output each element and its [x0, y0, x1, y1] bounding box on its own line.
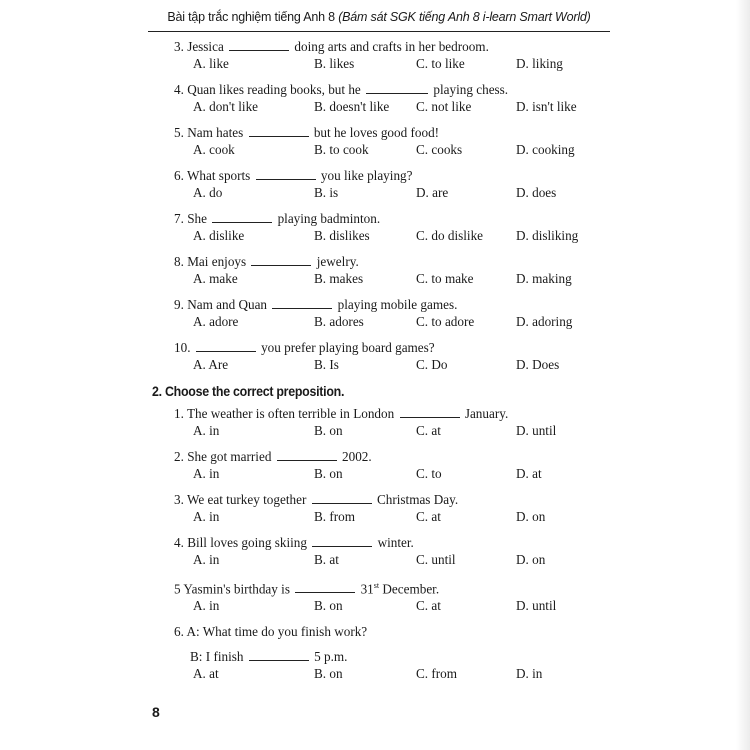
question-text: 4. Bill loves going skiing winter. — [174, 535, 414, 550]
option-d[interactable]: D. does — [516, 185, 557, 200]
option-b[interactable]: B. on — [314, 666, 343, 682]
option-b[interactable]: B. is — [314, 185, 339, 200]
option-a[interactable]: A. like — [193, 56, 229, 71]
answer-blank[interactable] — [366, 82, 428, 94]
options-row — [174, 551, 614, 569]
option-c[interactable]: C. cooks — [416, 142, 463, 157]
answer-blank[interactable] — [249, 649, 309, 661]
answer-blank[interactable] — [196, 340, 256, 352]
question-text: 9. Nam and Quan playing mobile games. — [174, 297, 458, 312]
answer-blank[interactable] — [295, 581, 355, 593]
option-b[interactable]: B. on — [314, 466, 343, 481]
header-title: Bài tập trắc nghiệm tiếng Anh 8 — [167, 10, 339, 24]
answer-blank[interactable] — [249, 125, 309, 137]
option-d[interactable]: D. Does — [516, 357, 560, 372]
option-c[interactable]: C. at — [416, 509, 441, 524]
options-row — [174, 597, 614, 615]
page-header — [148, 10, 610, 24]
option-d[interactable]: D. cooking — [516, 142, 575, 157]
option-c[interactable]: C. Do — [416, 357, 448, 372]
page-edge-shadow — [736, 0, 750, 750]
question-text: 7. She playing badminton. — [174, 211, 381, 226]
options-row — [174, 422, 614, 440]
answer-blank[interactable] — [272, 297, 332, 309]
option-c[interactable]: C. do dislike — [416, 228, 484, 243]
option-a[interactable]: A. Are — [193, 357, 229, 372]
option-c[interactable]: C. from — [416, 666, 458, 682]
answer-blank[interactable] — [229, 39, 289, 51]
question-text: 3. Jessica doing arts and crafts in her bedroom. — [174, 39, 489, 54]
answer-blank[interactable] — [277, 449, 337, 461]
option-d[interactable]: D. until — [516, 598, 557, 614]
question-text: 2. She got married 2002. — [174, 449, 372, 464]
option-b[interactable]: B. to cook — [314, 142, 369, 157]
option-b[interactable]: B. likes — [314, 56, 355, 71]
option-b[interactable]: B. adores — [314, 314, 364, 329]
question-text: 4. Quan likes reading books, but he playing chess. — [174, 82, 509, 97]
exercise-2 — [174, 405, 614, 683]
options-row — [174, 227, 614, 245]
option-d[interactable]: D. at — [516, 466, 542, 481]
option-a[interactable]: A. cook — [193, 142, 235, 157]
option-a[interactable]: A. do — [193, 185, 223, 200]
option-c[interactable]: C. to adore — [416, 314, 475, 329]
options-row — [174, 98, 614, 116]
option-d[interactable]: D. in — [516, 666, 543, 682]
option-d[interactable]: D. adoring — [516, 314, 573, 329]
option-d[interactable]: D. disliking — [516, 228, 579, 243]
option-b[interactable]: B. from — [314, 509, 356, 524]
options-row — [174, 665, 614, 683]
option-b[interactable]: B. at — [314, 552, 339, 567]
option-b[interactable]: B. doesn't like — [314, 99, 390, 114]
options-row — [174, 184, 614, 202]
option-c[interactable]: D. are — [416, 185, 449, 200]
option-b[interactable]: B. on — [314, 423, 343, 438]
option-d[interactable]: D. liking — [516, 56, 563, 71]
page-number: 8 — [152, 704, 160, 720]
option-a[interactable]: A. in — [193, 423, 220, 438]
question-text: 6. What sports you like playing? — [174, 168, 413, 183]
option-d[interactable]: D. on — [516, 509, 546, 524]
question-text: 1. The weather is often terrible in London January. — [174, 406, 509, 421]
option-c[interactable]: C. to — [416, 466, 442, 481]
option-c[interactable]: C. not like — [416, 99, 472, 114]
options-row — [174, 508, 614, 526]
question-text: 8. Mai enjoys jewelry. — [174, 254, 359, 269]
options-row — [174, 313, 614, 331]
option-a[interactable]: A. in — [193, 598, 220, 614]
header-subtitle: (Bám sát SGK tiếng Anh 8 i-learn Smart World) — [338, 10, 591, 24]
option-a[interactable]: A. don't like — [193, 99, 259, 114]
answer-blank[interactable] — [212, 211, 272, 223]
exercise-1 — [174, 38, 614, 374]
question-text: 5. Nam hates but he loves good food! — [174, 125, 440, 140]
option-c[interactable]: C. until — [416, 552, 456, 567]
option-b[interactable]: B. on — [314, 598, 343, 614]
answer-blank[interactable] — [256, 168, 316, 180]
options-row — [174, 55, 614, 73]
option-b[interactable]: B. dislikes — [314, 228, 370, 243]
option-a[interactable]: A. dislike — [193, 228, 245, 243]
option-c[interactable]: C. to make — [416, 271, 474, 286]
header-rule — [148, 31, 610, 32]
question-text: 10. you prefer playing board games? — [174, 340, 435, 355]
question-text: 3. We eat turkey together Christmas Day. — [174, 492, 459, 507]
option-d[interactable]: D. until — [516, 423, 557, 438]
answer-blank[interactable] — [312, 492, 372, 504]
option-a[interactable]: A. make — [193, 271, 238, 286]
option-c[interactable]: C. at — [416, 598, 441, 614]
section-title: 2. Choose the correct preposition. — [152, 384, 345, 399]
options-row — [174, 465, 614, 483]
question-text: 5 Yasmin's birthday is 31st December. — [174, 581, 440, 597]
option-d[interactable]: D. making — [516, 271, 572, 286]
option-c[interactable]: C. at — [416, 423, 441, 438]
option-a[interactable]: A. adore — [193, 314, 239, 329]
answer-blank[interactable] — [251, 254, 311, 266]
question-text: B: I finish 5 p.m. — [190, 649, 348, 665]
option-b[interactable]: B. makes — [314, 271, 364, 286]
option-a[interactable]: A. at — [193, 666, 219, 682]
option-a[interactable]: A. in — [193, 509, 220, 524]
option-d[interactable]: D. isn't like — [516, 99, 577, 114]
options-row — [174, 356, 614, 374]
answer-blank[interactable] — [312, 535, 372, 547]
options-row — [174, 270, 614, 288]
question-text: 6. A: What time do you finish work? — [174, 624, 368, 640]
option-a[interactable]: A. in — [193, 466, 220, 481]
option-b[interactable]: B. Is — [314, 357, 339, 372]
answer-blank[interactable] — [400, 406, 460, 418]
option-d[interactable]: D. on — [516, 552, 546, 567]
option-a[interactable]: A. in — [193, 552, 220, 567]
options-row — [174, 141, 614, 159]
option-c[interactable]: C. to like — [416, 56, 465, 71]
